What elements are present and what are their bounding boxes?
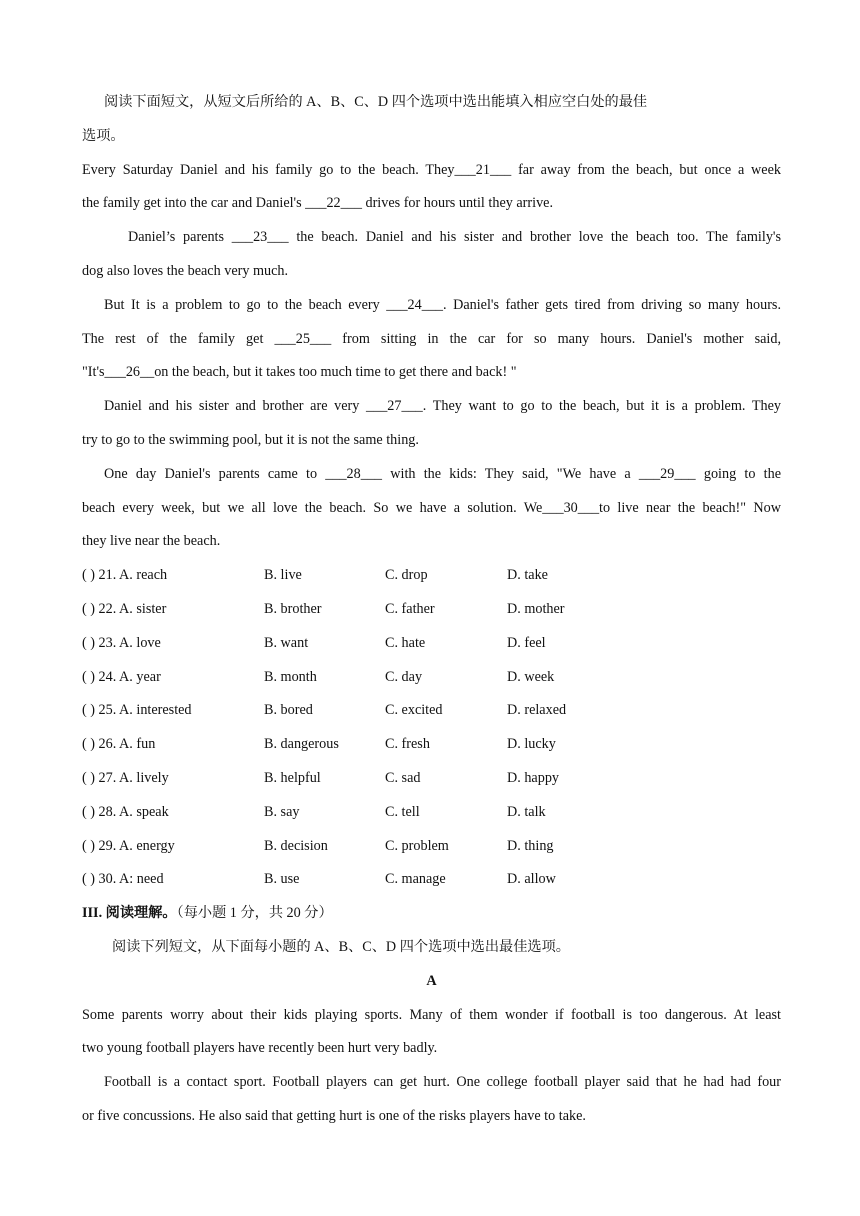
option-row	[82, 728, 781, 762]
question-stem-option-a: ( ) 21. A. reach	[82, 567, 168, 584]
paragraph-3-line-3: "It's___26__on the beach, but it takes too much time to get there and back! "	[82, 364, 517, 381]
paragraph-5-line-1: One day Daniel's parents came to ___28___ with the kids: They said, "We have a ___29___ going to the	[104, 465, 781, 482]
option-c: C. excited	[385, 702, 443, 719]
paragraph-4-line-1: Daniel and his sister and brother are very ___27___. They want to go to the beach, but it is a problem. They	[104, 398, 781, 415]
question-stem-option-a: ( ) 26. A. fun	[82, 736, 156, 753]
paragraph-1-line-1: Every Saturday Daniel and his family go to the beach. They___21___ far away from the beach, but once a week	[82, 161, 781, 178]
section-note: （每小题 1 分，共 20 分）	[176, 905, 333, 922]
reading-instruction: 阅读下列短文，从下面每小题的 A、B、C、D 四个选项中选出最佳选项。	[112, 938, 570, 955]
paragraph-5-line-3: they live near the beach.	[82, 533, 221, 550]
options-list	[82, 559, 781, 897]
option-d: D. feel	[507, 634, 546, 651]
option-d: D. mother	[507, 600, 565, 617]
paragraph-3-line-2: The rest of the family get ___25___ from sitting in the car for so many hours. Daniel's mother said,	[82, 330, 781, 347]
option-b: B. say	[264, 803, 300, 820]
option-d: D. thing	[507, 837, 554, 854]
question-stem-option-a: ( ) 29. A. energy	[82, 837, 175, 854]
paragraph-4-line-2: try to go to the swimming pool, but it is not the same thing.	[82, 431, 419, 448]
option-c: C. problem	[385, 837, 449, 854]
cloze-instruction-line-2: 选项。	[82, 127, 125, 144]
paragraph-2-line-1: Daniel’s parents ___23___ the beach. Daniel and his sister and brother love the beach too. The family's	[128, 229, 781, 246]
paragraph-1-line-2: the family get into the car and Daniel's ___22___ drives for hours until they arrive.	[82, 195, 554, 212]
option-d: D. lucky	[507, 736, 556, 753]
section-heading	[82, 897, 781, 931]
option-b: B. helpful	[264, 769, 321, 786]
passage-a-paragraph-2-line-2: or five concussions. He also said that getting hurt is one of the risks players have to take.	[82, 1107, 586, 1124]
option-row	[82, 627, 781, 661]
passage-a-paragraph-1-line-2: two young football players have recently been hurt very badly.	[82, 1040, 438, 1057]
option-b: B. bored	[264, 702, 313, 719]
question-stem-option-a: ( ) 23. A. love	[82, 634, 161, 651]
passage-label: A	[426, 972, 437, 989]
question-stem-option-a: ( ) 30. A: need	[82, 871, 164, 888]
option-b: B. month	[264, 668, 317, 685]
option-row	[82, 863, 781, 897]
option-row	[82, 593, 781, 627]
option-d: D. relaxed	[507, 702, 567, 719]
passage-a-paragraph-1-line-1: Some parents worry about their kids playing sports. Many of them wonder if football is too dangerous. At least	[82, 1006, 781, 1023]
option-d: D. take	[507, 567, 548, 584]
option-row	[82, 661, 781, 695]
option-d: D. talk	[507, 803, 546, 820]
option-d: D. week	[507, 668, 555, 685]
passage-a-paragraph-2-line-1: Football is a contact sport. Football players can get hurt. One college football player said that he had had four	[104, 1074, 781, 1091]
option-b: B. live	[264, 567, 302, 584]
option-c: C. sad	[385, 769, 421, 786]
option-row	[82, 830, 781, 864]
option-row	[82, 796, 781, 830]
option-c: C. fresh	[385, 736, 430, 753]
question-stem-option-a: ( ) 28. A. speak	[82, 803, 169, 820]
option-b: B. decision	[264, 837, 328, 854]
cloze-instruction-line-1: 阅读下面短文，从短文后所给的 A、B、C、D 四个选项中选出能填入相应空白处的最佳	[104, 94, 648, 110]
paragraph-3-line-1: But It is a problem to go to the beach every ___24___. Daniel's father gets tired from driving so many hours.	[104, 296, 781, 313]
option-b: B. want	[264, 634, 309, 651]
option-row	[82, 559, 781, 593]
option-row	[82, 762, 781, 796]
option-c: C. hate	[385, 634, 426, 651]
option-d: D. happy	[507, 769, 560, 786]
question-stem-option-a: ( ) 22. A. sister	[82, 600, 167, 617]
option-c: C. manage	[385, 871, 446, 888]
option-c: C. day	[385, 668, 423, 685]
section-title: III. 阅读理解。	[82, 905, 177, 922]
option-b: B. brother	[264, 600, 322, 617]
paragraph-5-line-2: beach every week, but we all love the beach. So we have a solution. We___30___to live near the beach!" Now	[82, 499, 781, 516]
option-b: B. dangerous	[264, 736, 339, 753]
question-stem-option-a: ( ) 25. A. interested	[82, 702, 192, 719]
option-b: B. use	[264, 871, 300, 888]
option-c: C. drop	[385, 567, 428, 584]
option-c: C. tell	[385, 803, 420, 820]
option-c: C. father	[385, 600, 435, 617]
option-row	[82, 694, 781, 728]
question-stem-option-a: ( ) 27. A. lively	[82, 769, 169, 786]
question-stem-option-a: ( ) 24. A. year	[82, 668, 161, 685]
exam-page	[82, 86, 781, 1134]
paragraph-2-line-2: dog also loves the beach very much.	[82, 262, 289, 279]
option-d: D. allow	[507, 871, 556, 888]
